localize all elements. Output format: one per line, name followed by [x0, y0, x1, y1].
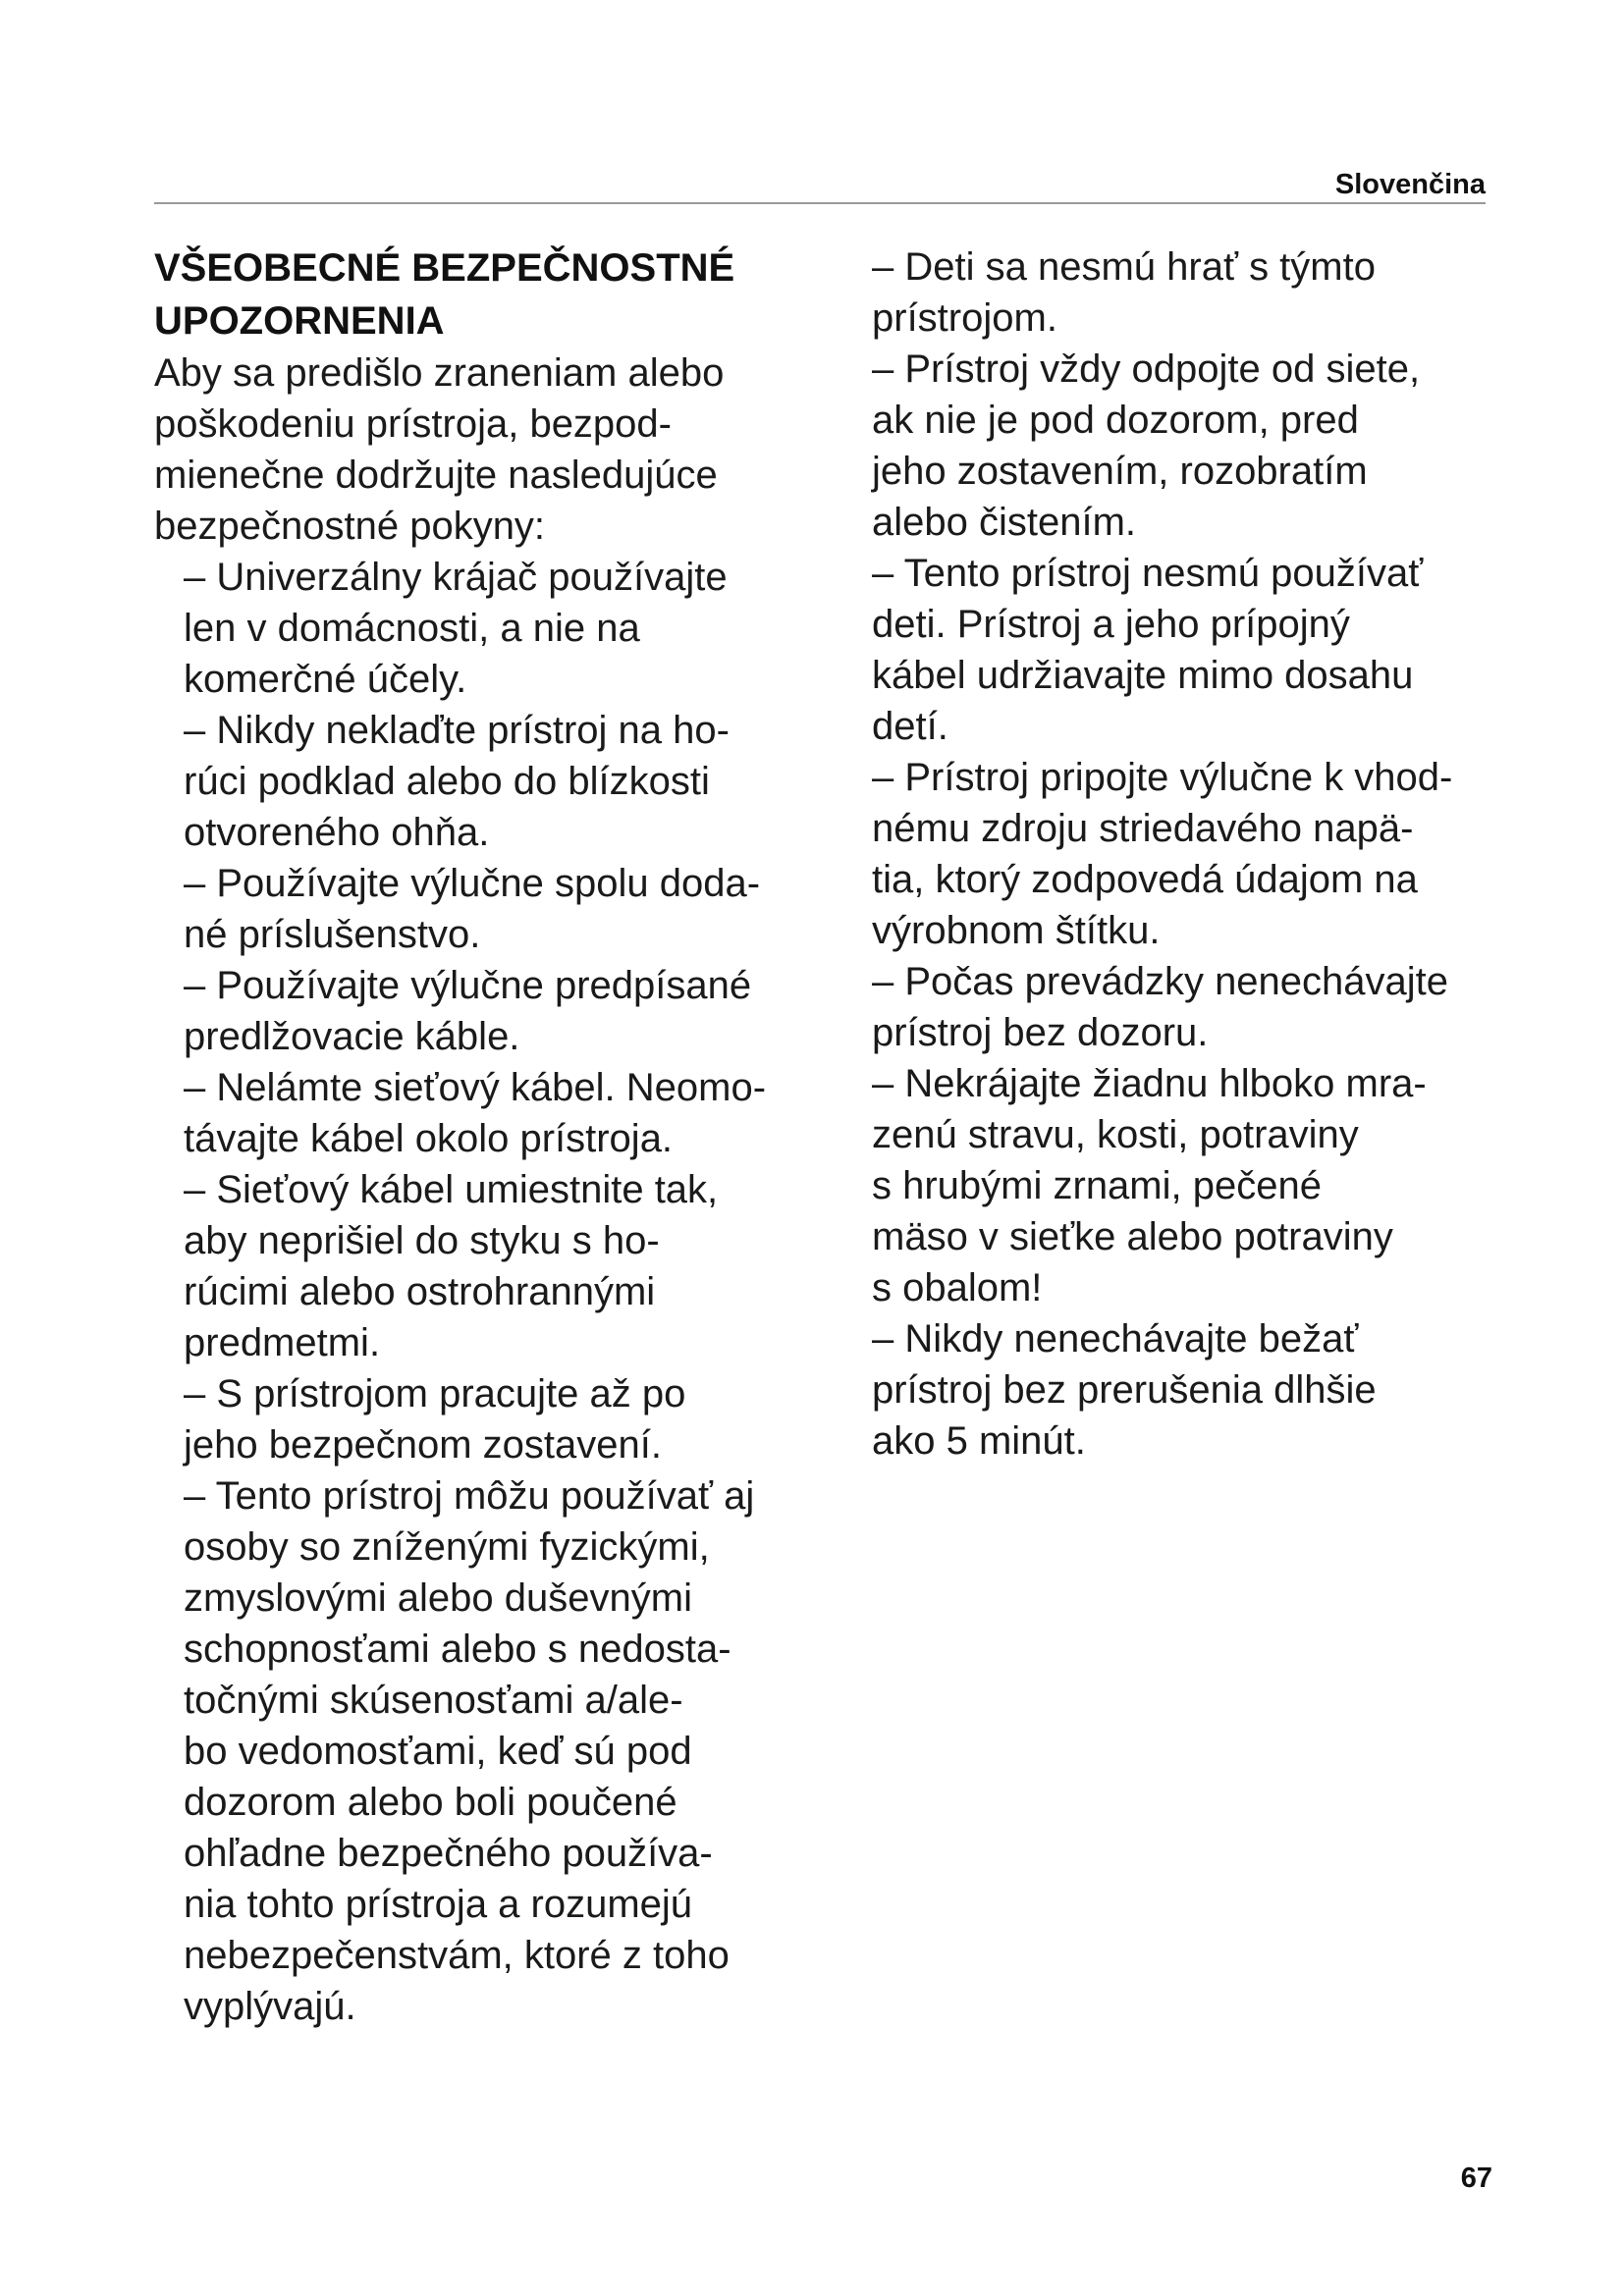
- safety-item-line: jeho bezpečnom zostavení.: [184, 1423, 662, 1467]
- safety-item-line: távajte kábel okolo prístroja.: [184, 1117, 674, 1160]
- safety-item: [872, 752, 1540, 956]
- safety-item-line: s hrubými zrnami, pečené: [872, 1164, 1322, 1207]
- safety-item-line: dozorom alebo boli poučené: [184, 1781, 677, 1824]
- safety-item-line: vyplývajú.: [184, 1985, 356, 2028]
- safety-item-line: – Nelámte sieťový kábel. Neomo-: [184, 1066, 767, 1109]
- safety-item-line: – Sieťový kábel umiestnite tak,: [184, 1168, 719, 1211]
- safety-item: [184, 1368, 861, 1470]
- safety-item: [872, 1058, 1540, 1313]
- safety-item-line: prístrojom.: [872, 296, 1057, 340]
- safety-item-line: komerčné účely.: [184, 658, 467, 701]
- safety-item-line: né príslušenstvo.: [184, 913, 481, 956]
- safety-item-line: nebezpečenstvám, ktoré z toho: [184, 1934, 730, 1977]
- safety-item-line: ak nie je pod dozorom, pred: [872, 399, 1359, 442]
- safety-item-line: – Deti sa nesmú hrať s týmto: [872, 245, 1376, 289]
- intro-line: Aby sa predišlo zraneniam alebo: [154, 351, 725, 395]
- safety-item-line: rúci podklad alebo do blízkosti: [184, 760, 710, 803]
- safety-item-line: ohľadne bezpečného používa-: [184, 1832, 713, 1875]
- safety-item-line: – Univerzálny krájač používajte: [184, 556, 728, 599]
- safety-item-line: – Nikdy nenechávajte bežať: [872, 1317, 1359, 1361]
- safety-item-line: – Používajte výlučne spolu doda-: [184, 862, 761, 905]
- safety-item-line: otvoreného ohňa.: [184, 811, 490, 854]
- safety-item-line: – S prístrojom pracujte až po: [184, 1372, 686, 1415]
- safety-item-line: – Nekrájajte žiadnu hlboko mra-: [872, 1062, 1427, 1105]
- safety-item: [184, 1470, 861, 2032]
- safety-item-line: nia tohto prístroja a rozumejú: [184, 1883, 693, 1926]
- header-language: Slovenčina: [1334, 169, 1486, 200]
- safety-item-line: kábel udržiavajte mimo dosahu: [872, 654, 1414, 697]
- safety-item: [872, 956, 1540, 1058]
- safety-item: [184, 1164, 861, 1368]
- safety-item-line: schopnosťami alebo s nedosta-: [184, 1628, 731, 1671]
- safety-item-line: detí.: [872, 705, 948, 748]
- title-line: UPOZORNENIA: [154, 299, 445, 343]
- safety-item-line: deti. Prístroj a jeho prípojný: [872, 603, 1350, 646]
- safety-list-right: [872, 241, 1540, 1467]
- safety-item-line: predlžovacie káble.: [184, 1015, 520, 1058]
- safety-item-line: zmyslovými alebo duševnými: [184, 1576, 692, 1620]
- safety-list-left: [184, 552, 861, 2032]
- safety-item: [872, 1313, 1540, 1467]
- safety-item-line: bo vedomosťami, keď sú pod: [184, 1730, 692, 1773]
- safety-item: [184, 1062, 861, 1164]
- safety-item-line: predmetmi.: [184, 1321, 381, 1364]
- safety-item-line: – Nikdy neklaďte prístroj na ho-: [184, 709, 730, 752]
- safety-item-line: jeho zostavením, rozobratím: [872, 450, 1368, 493]
- section-title: [154, 241, 861, 347]
- safety-item: [184, 960, 861, 1062]
- safety-item-line: – Počas prevádzky nenechávajte: [872, 960, 1449, 1003]
- title-line: VŠEOBECNÉ BEZPEČNOSTNÉ: [154, 246, 735, 290]
- safety-item: [184, 705, 861, 858]
- safety-item-line: výrobnom štítku.: [872, 909, 1161, 952]
- safety-item-line: nému zdroju striedavého napä-: [872, 807, 1414, 850]
- safety-item-line: aby neprišiel do styku s ho-: [184, 1219, 660, 1262]
- safety-item: [872, 548, 1540, 752]
- intro-line: poškodeniu prístroja, bezpod-: [154, 402, 672, 446]
- safety-item-line: – Používajte výlučne predpísané: [184, 964, 752, 1007]
- safety-item-line: – Prístroj pripojte výlučne k vhod-: [872, 756, 1453, 799]
- intro-paragraph: [154, 347, 861, 552]
- page-number: 67: [1460, 2163, 1492, 2194]
- safety-item-line: rúcimi alebo ostrohrannými: [184, 1270, 656, 1313]
- safety-item-line: – Tento prístroj môžu používať aj: [184, 1474, 755, 1518]
- safety-item-line: alebo čistením.: [872, 501, 1137, 544]
- safety-item: [872, 344, 1540, 548]
- safety-item-line: – Tento prístroj nesmú používať: [872, 552, 1424, 595]
- safety-item-line: tia, ktorý zodpovedá údajom na: [872, 858, 1418, 901]
- safety-item-line: zenú stravu, kosti, potraviny: [872, 1113, 1359, 1156]
- safety-item-line: – Prístroj vždy odpojte od siete,: [872, 347, 1421, 391]
- intro-line: mienečne dodržujte nasledujúce: [154, 454, 718, 497]
- safety-item-line: prístroj bez prerušenia dlhšie: [872, 1368, 1377, 1412]
- safety-item-line: mäso v sieťke alebo potraviny: [872, 1215, 1393, 1258]
- left-column: [154, 241, 861, 2032]
- safety-item-line: s obalom!: [872, 1266, 1043, 1309]
- intro-line: bezpečnostné pokyny:: [154, 505, 546, 548]
- safety-item: [184, 552, 861, 705]
- safety-item-line: prístroj bez dozoru.: [872, 1011, 1209, 1054]
- safety-item-line: točnými skúsenosťami a/ale-: [184, 1679, 683, 1722]
- safety-item: [184, 858, 861, 960]
- right-column: [872, 241, 1540, 1467]
- safety-item-line: ako 5 minút.: [872, 1419, 1086, 1463]
- safety-item-line: osoby so zníženými fyzickými,: [184, 1525, 710, 1569]
- header-divider: [154, 202, 1486, 204]
- safety-item-line: len v domácnosti, a nie na: [184, 607, 640, 650]
- safety-item: [872, 241, 1540, 344]
